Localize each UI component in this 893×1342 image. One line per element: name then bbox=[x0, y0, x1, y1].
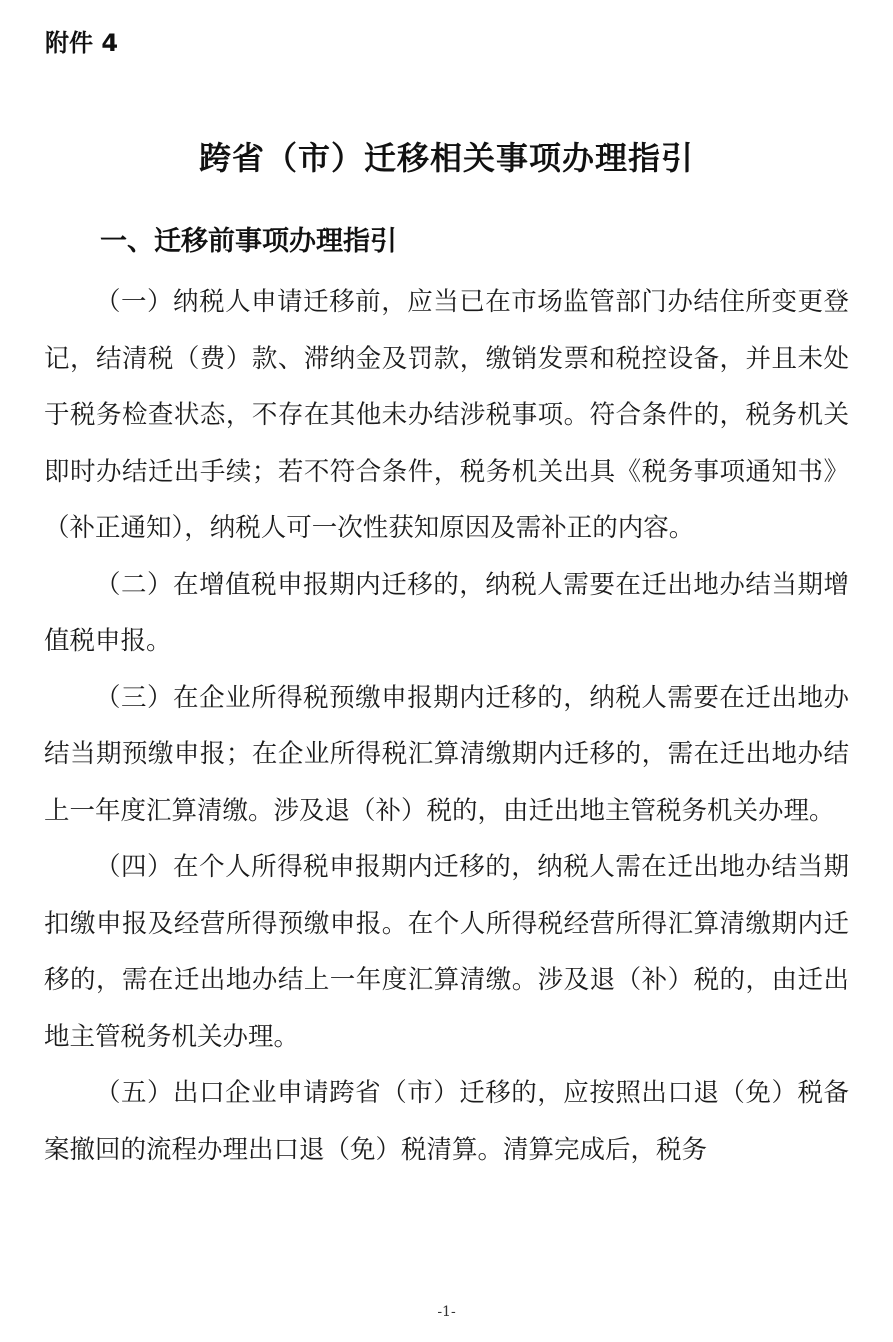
paragraph-4: （四）在个人所得税申报期内迁移的，纳税人需在迁出地办结当期扣缴申报及经营所得预缴申报。在个人所得税经营所得汇算清缴期内迁移的，需在迁出地办结上一年度汇算清缴。涉及退（补）税的，由迁出地主管税务机关办理。 bbox=[44, 852, 849, 1052]
paragraph-2: （二）在增值税申报期内迁移的，纳税人需要在迁出地办结当期增值税申报。 bbox=[44, 569, 849, 656]
paragraph-5: （五）出口企业申请跨省（市）迁移的，应按照出口退（免）税备案撤回的流程办理出口退（免）税清算。清算完成后，税务 bbox=[44, 1078, 849, 1165]
paragraph-3: （三）在企业所得税预缴申报期内迁移的，纳税人需要在迁出地办结当期预缴申报；在企业所得税汇算清缴期内迁移的，需在迁出地办结上一年度汇算清缴。涉及退（补）税的，由迁出地主管税务机关办理。 bbox=[44, 682, 849, 826]
attachment-label: 附件 4 bbox=[45, 29, 119, 57]
page-number: -1- bbox=[437, 1304, 456, 1320]
document-body bbox=[44, 274, 849, 1178]
section-heading: 一、迁移前事项办理指引 bbox=[100, 226, 397, 257]
document-title: 跨省（市）迁移相关事项办理指引 bbox=[198, 139, 694, 177]
paragraph-1: （一）纳税人申请迁移前，应当已在市场监管部门办结住所变更登记，结清税（费）款、滞纳金及罚款，缴销发票和税控设备，并且未处于税务检查状态，不存在其他未办结涉税事项。符合条件的，税务机关即时办结迁出手续；若不符合条件，税务机关出具《税务事项通知书》（补正通知），纳税人可一次性获知原因及需补正的内容。 bbox=[44, 287, 849, 543]
